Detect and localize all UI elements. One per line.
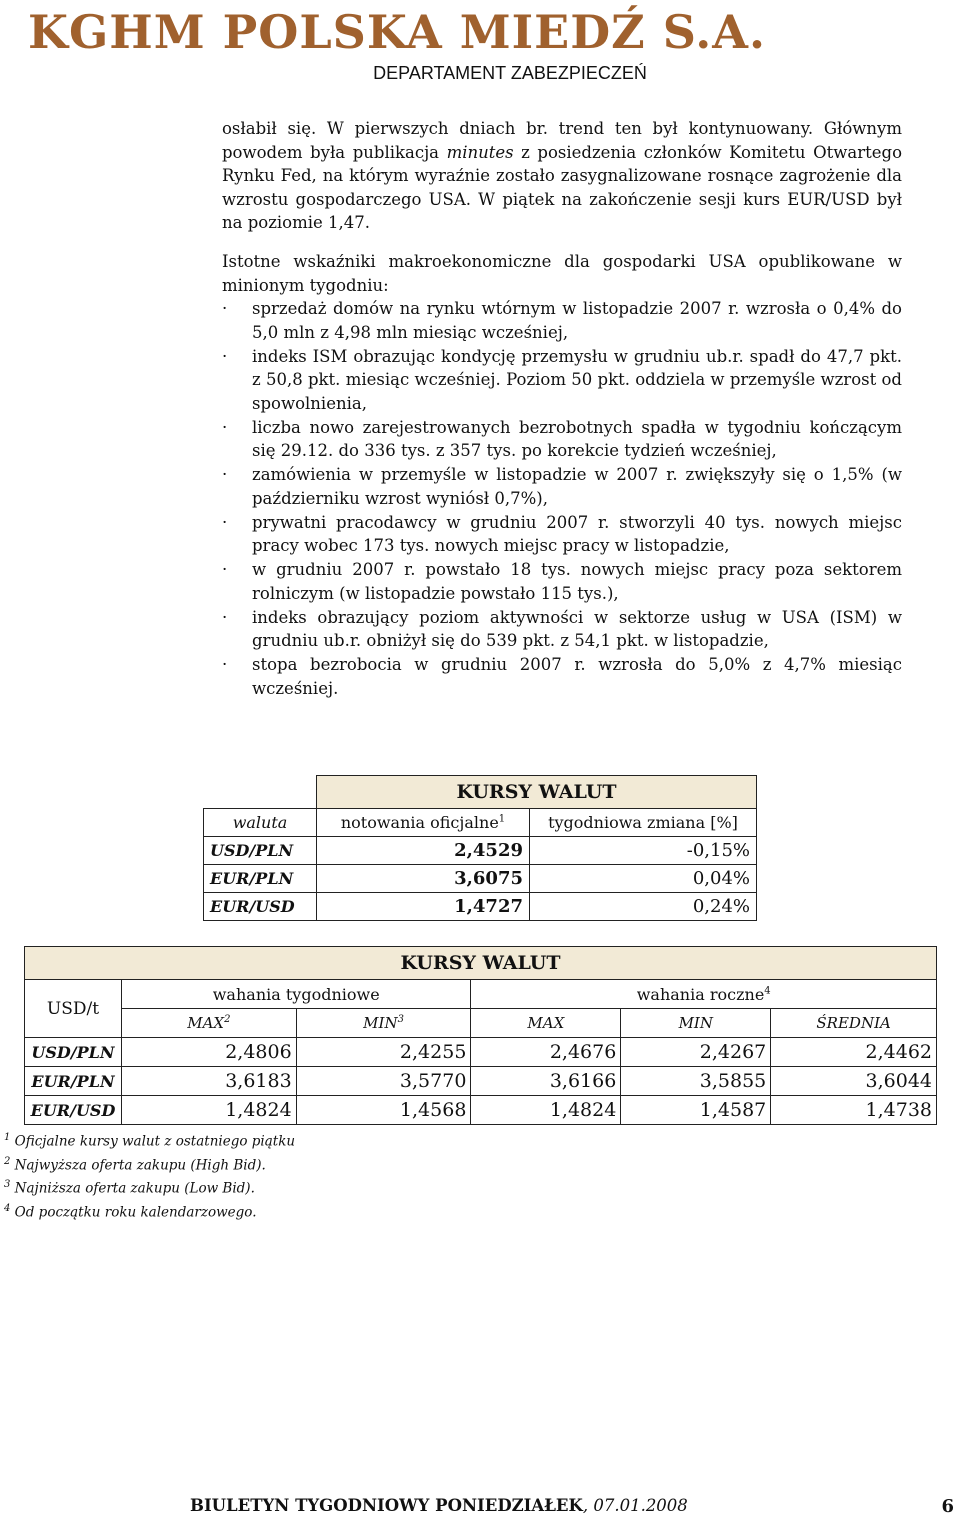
page-number: 6: [941, 1496, 954, 1517]
list-item: [222, 297, 902, 344]
table-title: KURSY WALUT: [317, 776, 757, 809]
table-header-row: [204, 809, 757, 837]
column-header-label: MAX: [527, 1014, 565, 1032]
list-item: [222, 416, 902, 463]
column-header-label: MIN: [678, 1014, 713, 1032]
currency-pair-cell: USD/PLN: [204, 837, 317, 865]
value-cell: 3,5770: [296, 1067, 471, 1096]
weekly-change-cell: 0,24%: [530, 893, 757, 921]
column-header-label: MIN: [363, 1014, 398, 1032]
list-item-text: w grudniu 2007 r. powstało 18 tys. nowych miejsc pracy poza sektorem rolniczym (w listopadzie powstało 115 tys.),: [252, 560, 902, 603]
table-row: [204, 837, 757, 865]
exchange-rates-range-table: [24, 946, 937, 1125]
footnote-text: Oficjalne kursy walut z ostatniego piątku: [14, 1133, 296, 1150]
list-item-text: prywatni pracodawcy w grudniu 2007 r. stworzyli 40 tys. nowych miejsc pracy wobec 173 tys. nowych miejsc pracy w listopadzie,: [252, 512, 902, 555]
list-item: [222, 653, 902, 700]
bullet-marker: ·: [222, 512, 228, 532]
list-item: [222, 511, 902, 558]
official-rate-cell: 3,6075: [317, 865, 530, 893]
value-cell: 2,4676: [471, 1038, 621, 1067]
bullet-marker: ·: [222, 607, 228, 627]
value-cell: 1,4824: [122, 1096, 297, 1125]
value-cell: 2,4462: [771, 1038, 937, 1067]
list-item-text: stopa bezrobocia w grudniu 2007 r. wzrosła do 5,0% z 4,7% miesiąc wcześniej.: [252, 655, 902, 698]
footnote-number: 1: [4, 1132, 11, 1143]
bullet-marker: ·: [222, 465, 228, 484]
paragraph-eurusd-trend: [222, 117, 902, 235]
list-item: [222, 558, 902, 605]
department-subtitle: DEPARTAMENT ZABEZPIECZEŃ: [373, 63, 647, 83]
bullet-marker: ·: [222, 299, 228, 318]
official-rate-cell: 2,4529: [317, 837, 530, 865]
paragraph-text: z posiedzenia członków Komitetu Otwartego Rynku Fed, na którym wyraźnie zostało zasygnalizowane rosnące zagrożenie dla wzrostu gospodarczego USA. W piątek na zakończenie sesji kurs EUR/USD był na poziomie 1,47.: [222, 142, 903, 232]
footnote: [4, 1152, 404, 1176]
column-header-currency: waluta: [204, 809, 317, 837]
column-header-official-label: notowania oficjalne: [340, 813, 499, 832]
footnote-number: 4: [4, 1202, 11, 1214]
company-header-title: KGHM POLSKA MIEDŹ S.A.: [28, 5, 766, 59]
value-cell: 3,6166: [471, 1067, 621, 1096]
footnote-ref: 3: [397, 1014, 404, 1025]
column-header-label: ŚREDNIA: [816, 1014, 891, 1032]
column-header-official: [317, 809, 530, 837]
list-item-text: indeks ISM obrazując kondycję przemysłu w grudniu ub.r. spadł do 47,7 pkt. z 50,8 pkt. miesiąc wcześniej. Poziom 50 pkt. oddziela w przemyśle wzrost od spowolnienia,: [252, 346, 902, 413]
footnote-text: Najwyższa oferta zakupu (High Bid).: [14, 1157, 266, 1173]
page-footer: [190, 1496, 960, 1520]
bullet-marker: ·: [222, 346, 228, 366]
column-header-weekly-max: [122, 1009, 297, 1038]
column-header-weekly-min: [296, 1009, 471, 1038]
bulletin-date: , 07.01.2008: [582, 1496, 688, 1515]
paragraph-text: osłabił się. W pierwszych dniach br. trend ten był kontynuowany. Głównym powodem była publikacja: [222, 119, 902, 162]
official-rate-cell: 1,4727: [317, 893, 530, 921]
weekly-change-cell: -0,15%: [530, 837, 757, 865]
column-header-weekly-change: tygodniowa zmiana [%]: [530, 809, 757, 837]
column-header-yearly-average: [771, 1009, 937, 1038]
value-cell: 3,5855: [621, 1067, 771, 1096]
value-cell: 1,4738: [771, 1096, 937, 1125]
column-header-yearly-min: [621, 1009, 771, 1038]
currency-pair-cell: USD/PLN: [25, 1038, 122, 1067]
footnote: [4, 1199, 404, 1223]
exchange-rates-table: [203, 775, 757, 921]
weekly-range-header: wahania tygodniowe: [122, 980, 471, 1009]
currency-pair-cell: EUR/PLN: [204, 865, 317, 893]
currency-pair-cell: EUR/USD: [25, 1096, 122, 1125]
weekly-change-cell: 0,04%: [530, 865, 757, 893]
table-row: [25, 1038, 937, 1067]
footnote-text: Od początku roku kalendarzowego.: [14, 1204, 257, 1220]
yearly-range-header: [471, 980, 937, 1009]
value-cell: 1,4824: [471, 1096, 621, 1125]
list-item-text: indeks obrazujący poziom aktywności w sektorze usług w USA (ISM) w grudniu ub.r. obniżył się do 539 pkt. z 54,1 pkt. w listopadzie,: [252, 607, 902, 650]
table-row: [25, 1096, 937, 1125]
list-item-text: zamówienia w przemyśle w listopadzie w 2007 r. zwiększyły się o 1,5% (w październiku wzrost wyniósł 0,7%),: [252, 465, 902, 508]
list-item: [222, 345, 902, 416]
footnote: [4, 1128, 404, 1152]
footnote-number: 3: [4, 1179, 11, 1190]
footnotes: [4, 1128, 404, 1222]
table-title: KURSY WALUT: [25, 947, 937, 980]
value-cell: 2,4806: [122, 1038, 297, 1067]
table-spacer: [204, 776, 317, 809]
value-cell: 1,4587: [621, 1096, 771, 1125]
bullet-marker: ·: [222, 417, 228, 437]
value-cell: 1,4568: [296, 1096, 471, 1125]
unit-header: USD/t: [25, 980, 122, 1038]
yearly-range-label: wahania roczne: [636, 984, 765, 1004]
macro-indicators-list: [222, 297, 902, 701]
list-item: [222, 463, 902, 510]
footnote: [4, 1175, 404, 1199]
table-row: [204, 893, 757, 921]
bulletin-name: BIULETYN TYGODNIOWY PONIEDZIAŁEK: [190, 1496, 583, 1515]
footnote-text: Najniższa oferta zakupu (Low Bid).: [14, 1180, 255, 1197]
column-header-yearly-max: [471, 1009, 621, 1038]
paragraph-italic-term: minutes: [446, 142, 514, 162]
bullet-marker: ·: [222, 560, 228, 579]
table-row: [204, 865, 757, 893]
footnote-ref: 2: [224, 1014, 231, 1025]
column-header-label: MAX: [187, 1014, 225, 1032]
footnote-ref: 4: [764, 985, 771, 997]
table-header-row: [25, 1009, 937, 1038]
footnote-ref: 1: [498, 813, 506, 825]
table-group-header-row: [25, 980, 937, 1009]
value-cell: 2,4267: [621, 1038, 771, 1067]
list-item: [222, 606, 902, 653]
paragraph-macro-intro: Istotne wskaźniki makroekonomiczne dla gospodarki USA opublikowane w minionym tygodniu:: [222, 252, 902, 295]
list-item-text: sprzedaż domów na rynku wtórnym w listopadzie 2007 r. wzrosła o 0,4% do 5,0 mln z 4,98 mln miesiąc wcześniej,: [252, 299, 902, 342]
value-cell: 3,6044: [771, 1067, 937, 1096]
table-row: [25, 1067, 937, 1096]
footnote-number: 2: [4, 1155, 11, 1167]
value-cell: 2,4255: [296, 1038, 471, 1067]
bullet-marker: ·: [222, 655, 228, 674]
currency-pair-cell: EUR/PLN: [25, 1067, 122, 1096]
currency-pair-cell: EUR/USD: [204, 893, 317, 921]
list-item-text: liczba nowo zarejestrowanych bezrobotnych spadła w tygodniu kończącym się 29.12. do 336 tys. z 357 tys. po korekcie tydzień wcześniej,: [252, 417, 902, 460]
value-cell: 3,6183: [122, 1067, 297, 1096]
